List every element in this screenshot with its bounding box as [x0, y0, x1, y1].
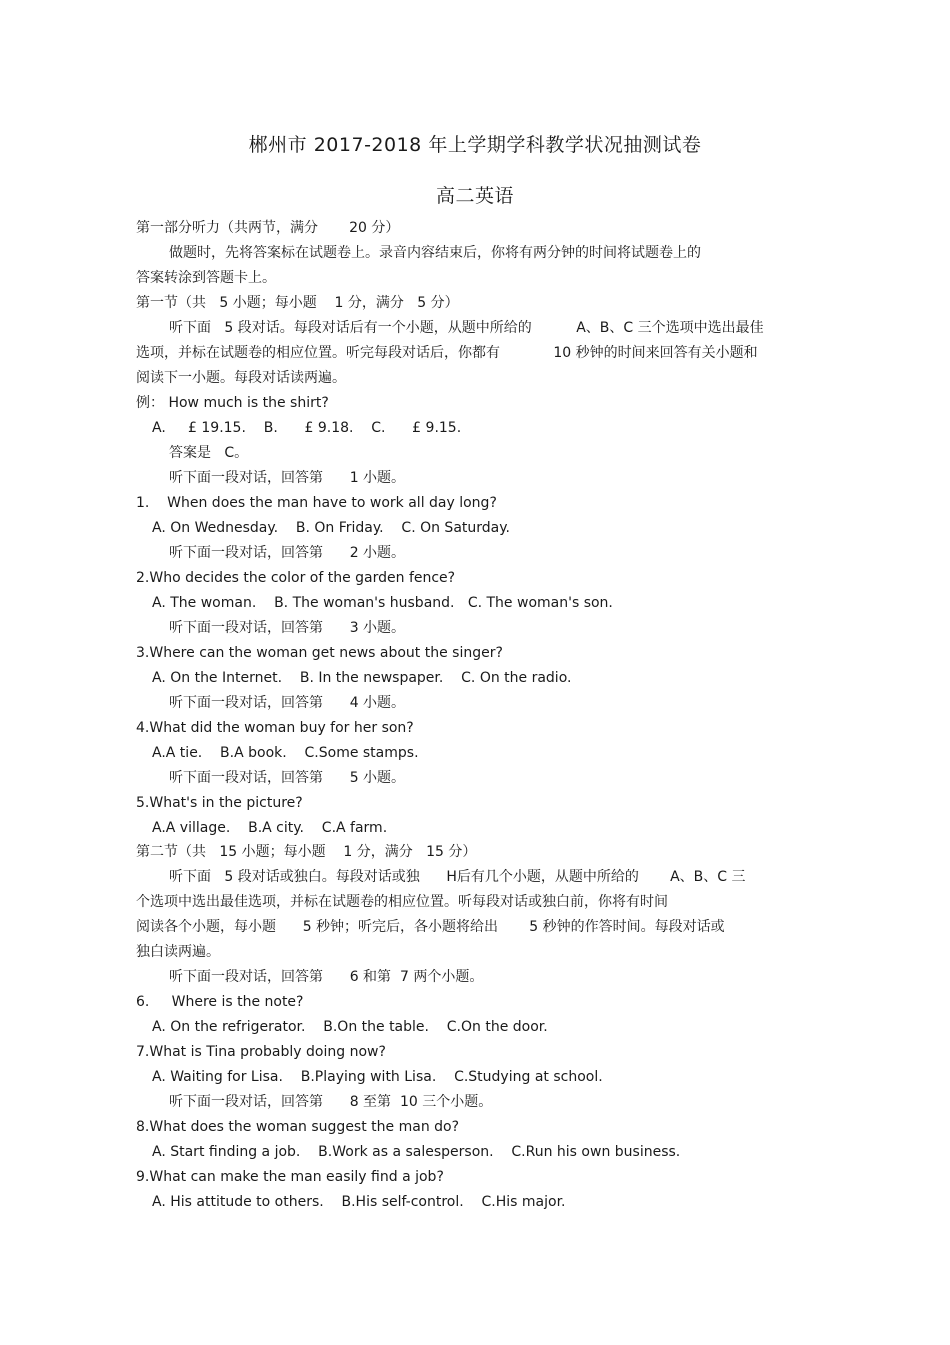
dialogue-instruction: 听下面一段对话，回答第 1 小题。: [169, 470, 406, 486]
example-question: 例： How much is the shirt?: [136, 395, 329, 411]
question-9: 9.What can make the man easily find a job?: [136, 1169, 444, 1185]
example-answer: 答案是 C。: [169, 445, 249, 461]
instruction-text: 答案转涂到答题卡上。: [136, 270, 276, 286]
instruction-text: 选项，并标在试题卷的相应位置。听完每段对话后，你都有 10 秒钟的时间来回答有关小题和: [136, 345, 758, 361]
part-heading: 第二节（共 15 小题；每小题 1 分，满分 15 分）: [136, 844, 477, 860]
dialogue-instruction: 听下面一段对话，回答第 2 小题。: [169, 545, 406, 561]
question-5: 5.What's in the picture?: [136, 795, 303, 811]
instruction-text: 听下面 5 段对话。每段对话后有一个小题，从题中所给的 A、B、C 三个选项中选出最佳: [169, 320, 764, 336]
instruction-text: 个选项中选出最佳选项，并标在试题卷的相应位置。听每段对话或独白前，你将有时间: [136, 894, 668, 910]
dialogue-instruction: 听下面一段对话，回答第 5 小题。: [169, 770, 406, 786]
question-9-options: A. His attitude to others. B.His self-control. C.His major.: [152, 1194, 566, 1210]
question-6-options: A. On the refrigerator. B.On the table. C.On the door.: [152, 1019, 548, 1035]
question-1: 1. When does the man have to work all day long?: [136, 495, 497, 511]
question-8-options: A. Start finding a job. B.Work as a salesperson. C.Run his own business.: [152, 1144, 681, 1160]
instruction-text: 听下面 5 段对话或独白。每段对话或独 H后有几个小题，从题中所给的 A、B、C 三: [169, 869, 746, 885]
question-4-options: A.A tie. B.A book. C.Some stamps.: [152, 745, 419, 761]
dialogue-instruction: 听下面一段对话，回答第 3 小题。: [169, 620, 406, 636]
instruction-text: 阅读下一小题。每段对话读两遍。: [136, 370, 346, 386]
instruction-text: 做题时，先将答案标在试题卷上。录音内容结束后，你将有两分钟的时间将试题卷上的: [169, 245, 701, 261]
dialogue-instruction: 听下面一段对话，回答第 8 至第 10 三个小题。: [169, 1094, 493, 1110]
question-7: 7.What is Tina probably doing now?: [136, 1044, 386, 1060]
question-5-options: A.A village. B.A city. C.A farm.: [152, 820, 388, 836]
question-3: 3.Where can the woman get news about the singer?: [136, 645, 503, 661]
instruction-text: 阅读各个小题，每小题 5 秒钟；听完后，各小题将给出 5 秒钟的作答时间。每段对话或: [136, 919, 725, 935]
section-heading: 第一部分听力（共两节，满分 20 分）: [136, 220, 400, 236]
question-8: 8.What does the woman suggest the man do?: [136, 1119, 460, 1135]
question-2-options: A. The woman. B. The woman's husband. C. The woman's son.: [152, 595, 613, 611]
exam-subtitle: 高二英语: [435, 185, 514, 207]
question-6: 6. Where is the note?: [136, 994, 304, 1010]
question-3-options: A. On the Internet. B. In the newspaper. C. On the radio.: [152, 670, 572, 686]
part-heading: 第一节（共 5 小题；每小题 1 分，满分 5 分）: [136, 295, 459, 311]
exam-title: 郴州市 2017-2018 年上学期学科教学状况抽测试卷: [248, 134, 702, 156]
instruction-text: 独白读两遍。: [136, 944, 220, 960]
question-2: 2.Who decides the color of the garden fence?: [136, 570, 456, 586]
question-1-options: A. On Wednesday. B. On Friday. C. On Saturday.: [152, 520, 510, 536]
example-options: A. £ 19.15. B. £ 9.18. C. £ 9.15.: [152, 420, 462, 436]
dialogue-instruction: 听下面一段对话，回答第 4 小题。: [169, 695, 406, 711]
dialogue-instruction: 听下面一段对话，回答第 6 和第 7 两个小题。: [169, 969, 484, 985]
question-7-options: A. Waiting for Lisa. B.Playing with Lisa. C.Studying at school.: [152, 1069, 603, 1085]
question-4: 4.What did the woman buy for her son?: [136, 720, 414, 736]
